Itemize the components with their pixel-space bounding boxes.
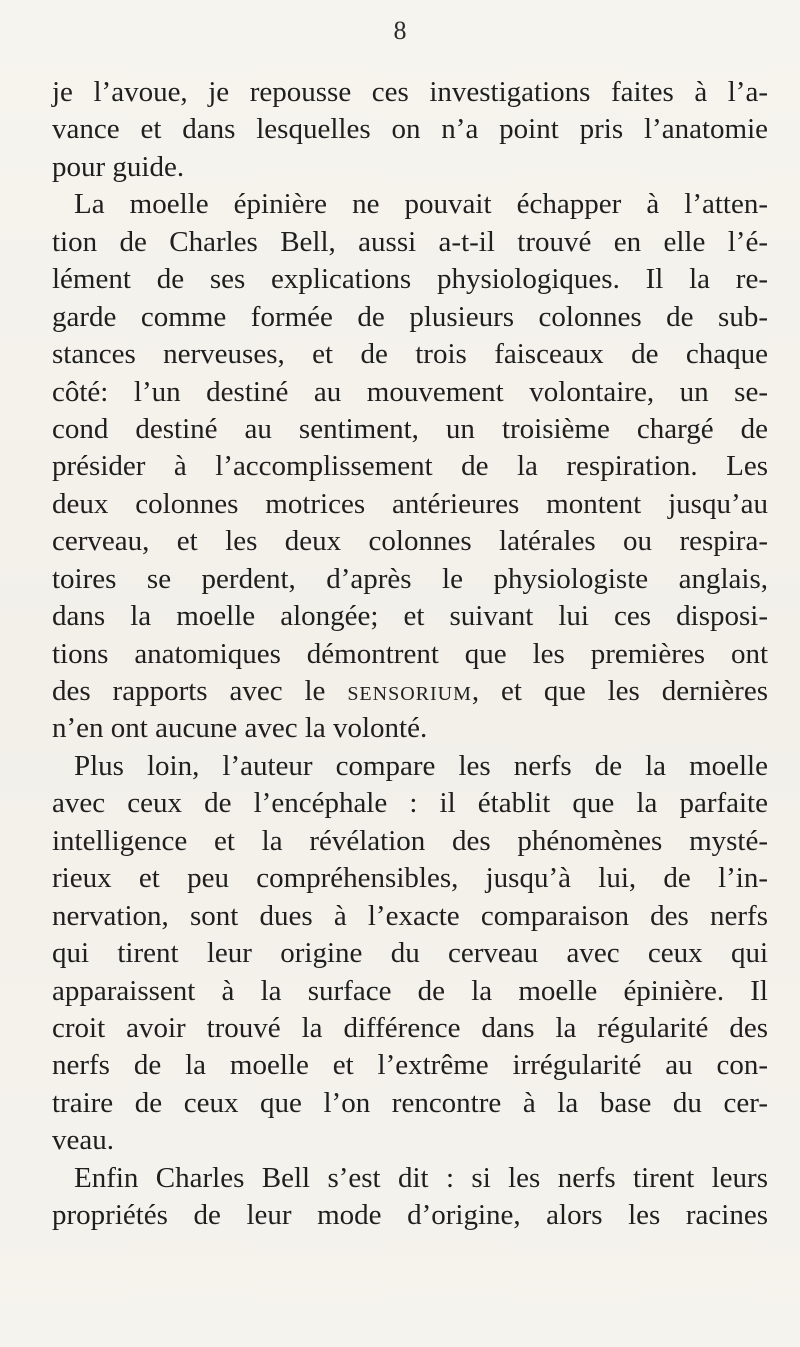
text-line: côté: l’un destiné au mouvement volontaire, un se-: [52, 375, 768, 408]
text-line: deux colonnes motrices antérieures montent jusqu’au: [52, 487, 768, 520]
text-line: nervation, sont dues à l’exacte comparaison des nerfs: [52, 899, 768, 932]
text-line: veau.: [52, 1124, 114, 1157]
sensorium-term: sensorium: [347, 675, 472, 707]
text-line: rieux et peu compréhensibles, jusqu’à lui, de l’in-: [52, 862, 768, 895]
text-line: Plus loin, l’auteur compare les nerfs de la moelle: [74, 749, 768, 782]
text-line: présider à l’accomplissement de la respiration. Les: [52, 450, 768, 483]
text-line: dans la moelle alongée; et suivant lui ces disposi-: [52, 600, 768, 633]
text-line: garde comme formée de plusieurs colonnes de sub-: [52, 300, 768, 333]
text-line: lément de ses explications physiologiques. Il la re-: [52, 263, 768, 296]
text-line: Enfin Charles Bell s’est dit : si les nerfs tirent leurs: [74, 1161, 768, 1194]
text-line: n’en ont aucune avec la volonté.: [52, 712, 428, 745]
body-text: [52, 74, 768, 1235]
text-segment: , et que les dernières: [471, 675, 768, 707]
page-number: 8: [393, 16, 407, 45]
text-line: nerfs de la moelle et l’extrême irrégularité au con-: [52, 1049, 768, 1082]
text-line: je l’avoue, je repousse ces investigations faites à l’a-: [52, 76, 768, 108]
text-segment: des rapports avec le: [52, 675, 348, 707]
text-line: traire de ceux que l’on rencontre à la base du cer-: [52, 1086, 768, 1119]
text-line-sensorium: [52, 673, 768, 710]
text-line: propriétés de leur mode d’origine, alors les racines: [52, 1199, 768, 1232]
text-line: intelligence et la révélation des phénomènes mysté-: [52, 824, 768, 857]
text-line: tion de Charles Bell, aussi a-t-il trouvé en elle l’é-: [52, 225, 768, 258]
text-line: tions anatomiques démontrent que les premières ont: [52, 637, 768, 670]
text-line: cerveau, et les deux colonnes latérales ou respira-: [52, 525, 768, 558]
text-line: vance et dans lesquelles on n’a point pris l’anatomie: [52, 113, 768, 146]
text-line: La moelle épinière ne pouvait échapper à l’atten-: [74, 188, 768, 221]
text-line: avec ceux de l’encéphale : il établit que la parfaite: [52, 787, 768, 820]
text-line: croit avoir trouvé la différence dans la régularité des: [52, 1011, 768, 1044]
text-line: toires se perdent, d’après le physiologiste anglais,: [52, 562, 768, 595]
text-line: apparaissent à la surface de la moelle épinière. Il: [52, 974, 768, 1007]
text-line: stances nerveuses, et de trois faisceaux de chaque: [52, 338, 768, 371]
text-line: cond destiné au sentiment, un troisième chargé de: [52, 412, 768, 445]
text-line: qui tirent leur origine du cerveau avec ceux qui: [52, 937, 768, 970]
text-line: pour guide.: [52, 150, 185, 183]
